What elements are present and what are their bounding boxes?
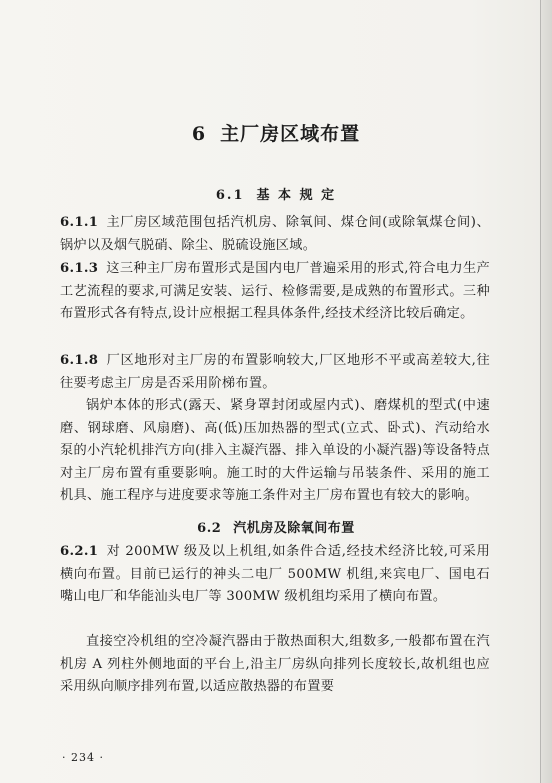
clause-number: 6.1.3 — [60, 261, 99, 276]
section-title-6-2 — [0, 517, 552, 536]
section-number: 6.2 — [197, 521, 222, 536]
page-number: · 234 · — [62, 751, 104, 764]
paragraph-text: 直接空冷机组的空冷凝汽器由于散热面积大,组数多,一般都布置在汽机房 A 列柱外侧地面的平台上,沿主厂房纵向排列长度较长,故机组也应采用纵向顺序排列布置,以适应散热器的布置要 — [60, 634, 490, 695]
section-title-text: 汽机房及除氧间布置 — [233, 521, 355, 536]
paragraph-text: 锅炉本体的形式(露天、紧身罩封闭或屋内式)、磨煤机的型式(中速磨、钢球磨、风扇磨)、高(低)压加热器的型式(立式、卧式)、汽动给水泵的小汽轮机排汽方向(排入主凝汽器、排入单设的小凝汽器)等设备特点对主厂房布置有重要影响。施工时的大件运输与吊装条件、采用的施工机具、施工程序与进度要求等施工条件对主厂房布置也有较大的影响。 — [60, 398, 490, 504]
paragraph-6-1-1 — [60, 212, 490, 257]
page-edge-shadow — [541, 0, 552, 783]
paragraph-text: 这三种主厂房布置形式是国内电厂普遍采用的形式,符合电力生产工艺流程的要求,可满足安装、运行、检修需要,是成熟的布置形式。三种布置形式各有特点,设计应根据工程具体条件,经技术经济比较后确定。 — [60, 261, 490, 322]
section-title-text: 基 本 规 定 — [256, 188, 337, 203]
clause-number: 6.2.1 — [60, 544, 99, 559]
paragraph-text: 主厂房区域范围包括汽机房、除氧间、煤仓间(或除氧煤仓间)、锅炉以及烟气脱硝、除尘、脱硫设施区域。 — [60, 215, 490, 253]
paragraph-text: 厂区地形对主厂房的布置影响较大,厂区地形不平或高差较大,往往要考虑主厂房是否采用阶梯布置。 — [60, 353, 490, 391]
paragraph-text: 对 200MW 级及以上机组,如条件合适,经技术经济比较,可采用横向布置。目前已运行的神头二电厂 500MW 机组,来宾电厂、国电石嘴山电厂和华能汕头电厂等 300MW 级机组均采用了横向布置。 — [60, 544, 490, 605]
paragraph-6-1-8 — [60, 350, 490, 395]
paragraph-6-1-3 — [60, 258, 490, 326]
section-title-6-1 — [0, 184, 552, 203]
chapter-title — [0, 119, 552, 146]
chapter-title-text: 主厂房区域布置 — [220, 123, 361, 145]
clause-number: 6.1.8 — [60, 353, 99, 368]
chapter-number: 6 — [191, 123, 207, 145]
page-edge-line — [540, 0, 541, 783]
clause-number: 6.1.1 — [60, 215, 99, 230]
paragraph-6-2-1 — [60, 541, 490, 609]
section-number: 6.1 — [215, 188, 245, 203]
paragraph-6-1-8-continued — [60, 395, 490, 508]
paragraph-6-2-1-continued — [60, 631, 490, 699]
